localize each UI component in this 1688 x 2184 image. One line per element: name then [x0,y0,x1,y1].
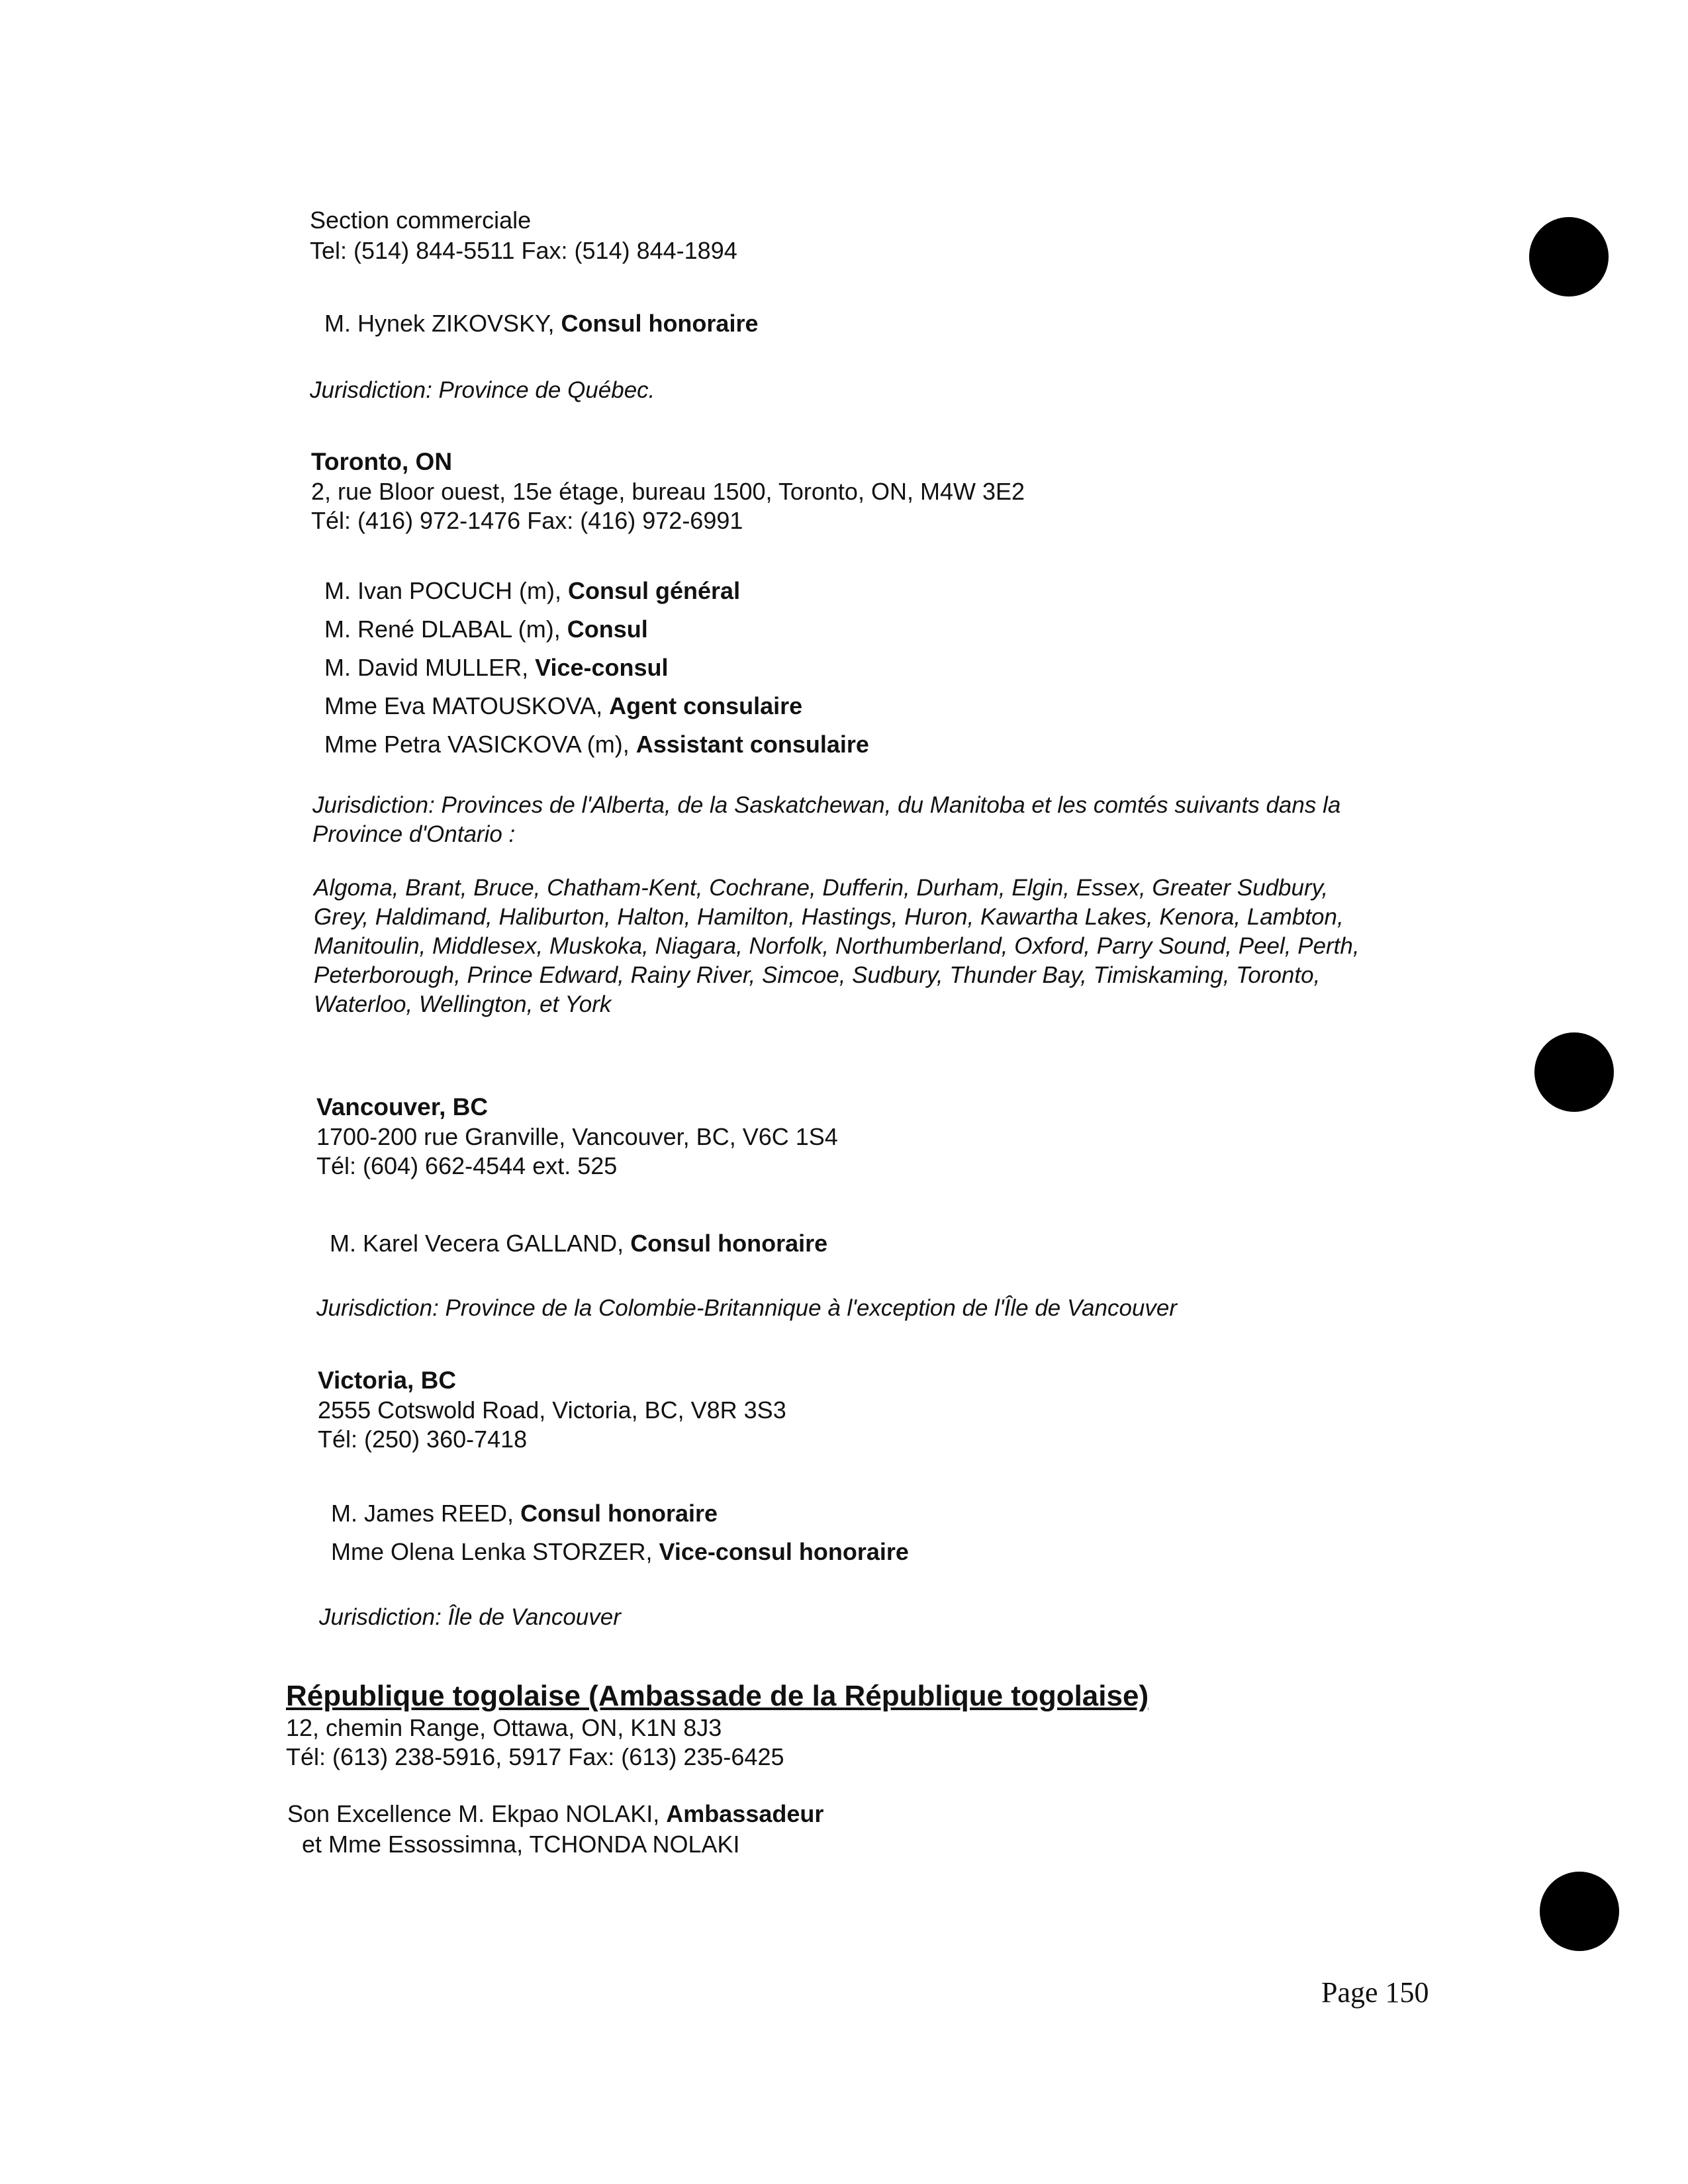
victoria-city: Victoria, BC [318,1367,457,1394]
person-title: Consul honoraire [520,1500,718,1527]
country-heading: République togolaise (Ambassade de la République togolaise) [286,1680,1149,1712]
toronto-contact: Tél: (416) 972-1476 Fax: (416) 972-6991 [311,507,743,534]
commercial-section-block [310,205,737,266]
person-title: Consul honoraire [630,1230,828,1257]
person-name: M. James REED, [331,1500,521,1527]
ambassador-name: Son Excellence M. Ekpao NOLAKI, [287,1800,667,1827]
person-entry [330,1224,827,1263]
person-title: Vice-consul honoraire [659,1538,909,1565]
ambassador-title: Ambassadeur [666,1800,824,1827]
ambassador-entry [287,1799,823,1829]
person-name: M. Ivan POCUCH (m), [324,577,569,604]
person-entry [324,725,869,764]
commercial-jurisdiction: Jurisdiction: Province de Québec. [310,377,655,403]
toronto-counties: Algoma, Brant, Bruce, Chatham-Kent, Cochrane, Dufferin, Durham, Elgin, Essex, Greater Sudbury, Grey, Haldimand, Haliburton, Halton, Hamilton, Hastings, Huron, Kawartha Lakes, Kenora, Lambton, Manitoulin, Middlesex, Muskoka, Niagara, Norfolk, Northumberland, Oxford, Parry Sound, Peel, Perth, Peterborough, Prince Edward, Rainy River, Simcoe, Sudbury, Thunder Bay, Timiskaming, Toronto, Waterloo, Wellington, et York [314,875,1360,1017]
victoria-jurisdiction: Jurisdiction: Île de Vancouver [319,1604,621,1630]
commercial-people [324,304,758,343]
person-name: Mme Petra VASICKOVA (m), [324,731,636,758]
page-number: Page 150 [1321,1976,1429,2009]
person-title: Consul honoraire [561,310,759,337]
person-entry [324,304,758,343]
togo-block [286,1679,1149,1772]
person-name: Mme Olena Lenka STORZER, [331,1538,659,1565]
toronto-jurisdiction: Jurisdiction: Provinces de l'Alberta, de la Saskatchewan, du Manitoba et les comtés suivants dans la Province d'Ontario : [312,792,1341,847]
person-entry [324,687,869,725]
togo-ambassador [287,1799,823,1860]
person-title: Consul [567,615,648,643]
person-entry [331,1533,909,1571]
victoria-contact: Tél: (250) 360-7418 [318,1426,528,1453]
person-name: M. Karel Vecera GALLAND, [330,1230,631,1257]
toronto-city: Toronto, ON [311,448,453,475]
toronto-address: 2, rue Bloor ouest, 15e étage, bureau 1500, Toronto, ON, M4W 3E2 [311,478,1025,505]
togo-contact: Tél: (613) 238-5916, 5917 Fax: (613) 235-6425 [286,1743,784,1770]
vancouver-city: Vancouver, BC [316,1093,489,1120]
person-title: Agent consulaire [609,692,803,719]
person-name: M. René DLABAL (m), [324,615,567,643]
togo-address: 12, chemin Range, Ottawa, ON, K1N 8J3 [286,1714,722,1741]
binder-hole-bottom [1540,1872,1619,1951]
vancouver-people [330,1224,827,1263]
person-entry [324,610,869,649]
victoria-people [331,1494,909,1571]
person-title: Consul général [568,577,741,604]
person-title: Assistant consulaire [635,731,869,758]
vancouver-contact: Tél: (604) 662-4544 ext. 525 [316,1152,618,1179]
section-contact: Tel: (514) 844-5511 Fax: (514) 844-1894 [310,237,737,264]
person-title: Vice-consul [535,654,669,681]
toronto-block [311,447,1025,535]
ambassador-spouse: et Mme Essossimna, TCHONDA NOLAKI [302,1831,740,1858]
vancouver-block [316,1092,838,1181]
toronto-people [324,572,869,764]
victoria-block [318,1365,786,1454]
vancouver-address: 1700-200 rue Granville, Vancouver, BC, V6C 1S4 [316,1123,838,1150]
victoria-address: 2555 Cotswold Road, Victoria, BC, V8R 3S3 [318,1396,786,1424]
binder-hole-middle [1534,1032,1614,1112]
person-name: M. Hynek ZIKOVSKY, [324,310,561,337]
vancouver-jurisdiction: Jurisdiction: Province de la Colombie-Britannique à l'exception de l'Île de Vancouver [316,1295,1178,1321]
person-entry [324,572,869,610]
person-name: M. David MULLER, [324,654,536,681]
person-entry [324,649,869,687]
person-name: Mme Eva MATOUSKOVA, [324,692,610,719]
binder-hole-top [1529,217,1609,296]
section-label: Section commerciale [310,206,532,234]
person-entry [331,1494,909,1533]
